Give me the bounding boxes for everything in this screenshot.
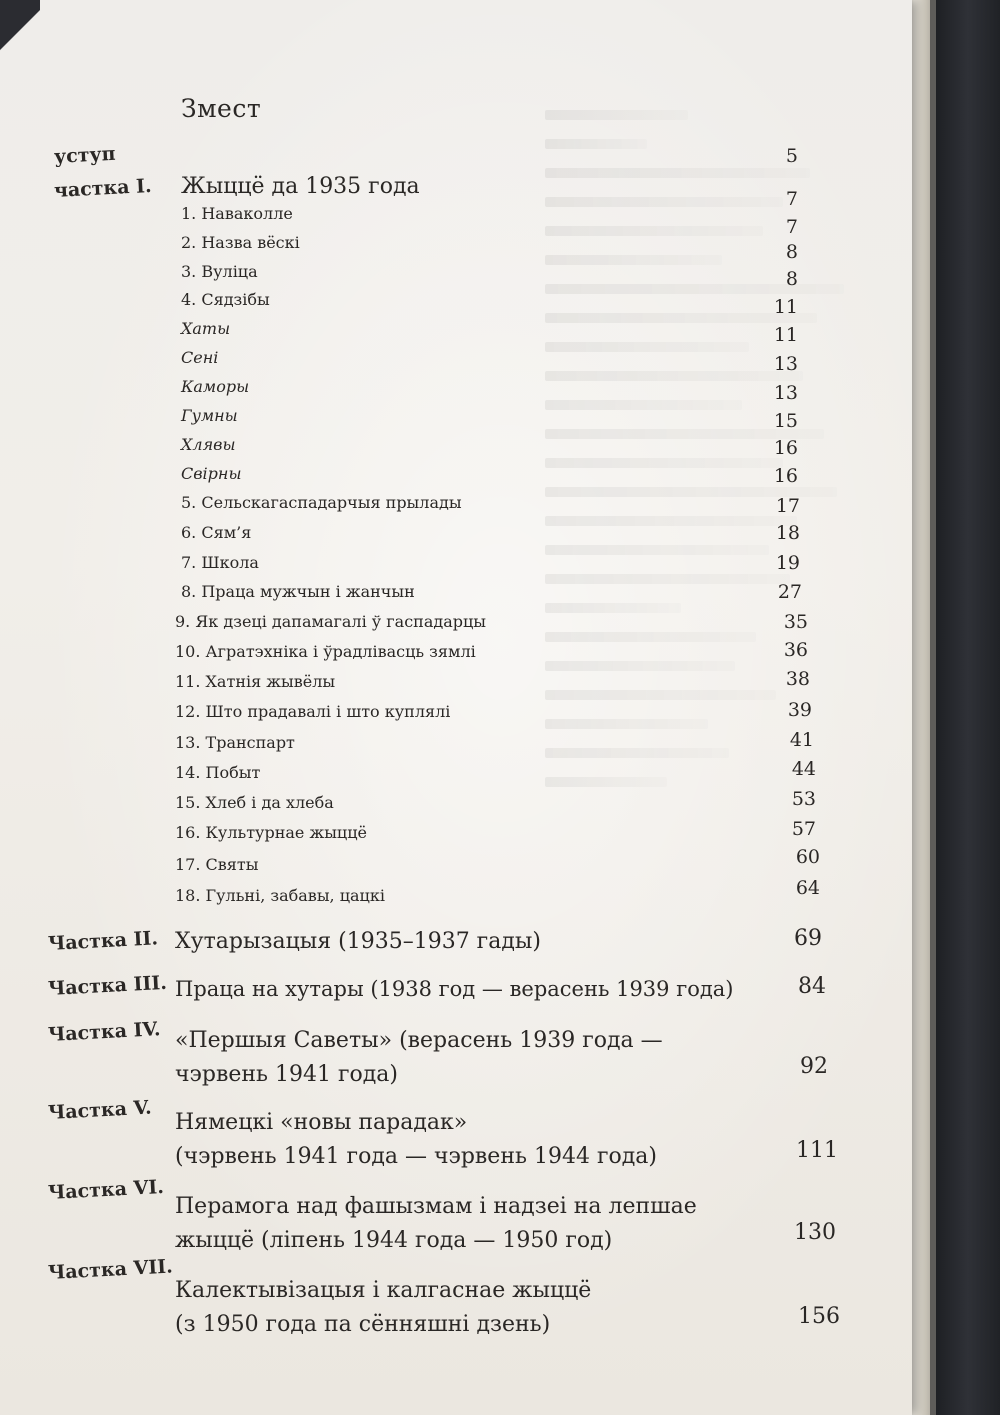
part6-label: Частка VI. <box>47 1175 165 1204</box>
part7-label: Частка VII. <box>47 1255 174 1284</box>
subsection-page: 16 <box>773 437 798 459</box>
section-title: 5. Сельскагаспадарчыя прылады <box>181 493 462 512</box>
part1-title: Жыццё да 1935 года <box>181 174 420 199</box>
section-page: 11 <box>773 296 798 318</box>
section-page: 53 <box>791 788 816 810</box>
subsection-title: Хаты <box>181 319 231 338</box>
section-page: 7 <box>785 216 798 238</box>
section-title: 2. Назва вёскі <box>181 233 300 252</box>
part5-label: Частка V. <box>47 1096 153 1124</box>
section-page: 39 <box>787 699 812 721</box>
section-page: 35 <box>783 611 808 633</box>
section-page: 44 <box>791 758 816 780</box>
section-page: 36 <box>783 639 808 661</box>
section-page: 8 <box>785 268 798 290</box>
section-title: 16. Культурнае жыццё <box>175 823 367 842</box>
section-title: 6. Сям’я <box>181 523 252 542</box>
page-corner <box>0 0 40 70</box>
part5-title-line2: (чэрвень 1941 года — чэрвень 1944 года) <box>175 1144 657 1169</box>
part2-label: Частка II. <box>47 927 159 955</box>
subsection-page: 13 <box>773 382 798 404</box>
subsection-title: Сені <box>181 348 219 367</box>
subsection-title: Хлявы <box>181 435 236 454</box>
section-title: 15. Хлеб і да хлеба <box>175 793 334 812</box>
part7-title-line2: (з 1950 года па сённяшні дзень) <box>175 1312 551 1337</box>
book-cover-edge <box>936 0 1000 1415</box>
part3-page: 84 <box>798 974 826 999</box>
section-title: 13. Транспарт <box>175 733 295 752</box>
section-page: 64 <box>795 877 820 899</box>
subsection-page: 15 <box>773 410 798 432</box>
section-page: 19 <box>775 552 800 574</box>
part5-page: 111 <box>796 1138 838 1163</box>
part7-title-line1: Калектывізацыя і калгаснае жыццё <box>175 1278 592 1303</box>
section-page: 60 <box>795 846 820 868</box>
part6-title-line2: жыццё (ліпень 1944 года — 1950 год) <box>175 1228 613 1253</box>
section-title: 17. Святы <box>175 855 259 874</box>
part7-page: 156 <box>798 1304 840 1329</box>
section-title: 10. Агратэхніка і ўрадлівасць зямлі <box>175 642 476 661</box>
subsection-page: 11 <box>773 324 798 346</box>
section-title: 7. Школа <box>181 553 259 572</box>
subsection-title: Свірны <box>181 464 242 483</box>
part6-page: 130 <box>794 1220 836 1245</box>
part3-title: Праца на хутары (1938 год — верасень 1939 года) <box>175 977 734 1001</box>
subsection-page: 16 <box>773 465 798 487</box>
part4-page: 92 <box>800 1054 828 1079</box>
section-title: 1. Наваколле <box>181 204 293 223</box>
section-title: 9. Як дзеці дапамагалі ў гаспадарцы <box>175 612 487 631</box>
part4-label: Частка IV. <box>47 1018 161 1046</box>
part4-title-line2: чэрвень 1941 года) <box>175 1062 398 1087</box>
subsection-title: Гумны <box>181 406 238 425</box>
subsection-title: Каморы <box>181 377 250 396</box>
part2-page: 69 <box>794 926 822 951</box>
intro-label: уступ <box>53 142 117 168</box>
section-page: 41 <box>789 729 814 751</box>
part1-label: частка I. <box>53 174 153 202</box>
section-page: 27 <box>777 581 802 603</box>
contents-heading: Змест <box>181 94 262 123</box>
section-title: 11. Хатнія жывёлы <box>175 672 336 691</box>
subsection-page: 13 <box>773 353 798 375</box>
section-title: 4. Сядзібы <box>181 290 270 309</box>
part5-title-line1: Нямецкі «новы парадак» <box>175 1110 468 1135</box>
section-page: 38 <box>785 668 810 690</box>
section-title: 3. Вуліца <box>181 262 258 281</box>
part6-title-line1: Перамога над фашызмам і надзеі на лепшае <box>175 1194 697 1219</box>
section-title: 12. Што прадавалі і што куплялі <box>175 702 451 721</box>
part1-page: 7 <box>785 188 798 210</box>
section-page: 8 <box>785 241 798 263</box>
section-page: 57 <box>791 818 816 840</box>
intro-page: 5 <box>785 145 798 167</box>
section-title: 8. Праца мужчын і жанчын <box>181 582 415 601</box>
section-title: 14. Побыт <box>175 763 261 782</box>
section-title: 18. Гульні, забавы, цацкі <box>175 886 385 905</box>
part3-label: Частка III. <box>47 971 168 1000</box>
part4-title-line1: «Першыя Саветы» (верасень 1939 года — <box>175 1028 663 1053</box>
part2-title: Хутарызацыя (1935–1937 гады) <box>175 929 541 954</box>
section-page: 18 <box>775 522 800 544</box>
section-page: 17 <box>775 495 800 517</box>
